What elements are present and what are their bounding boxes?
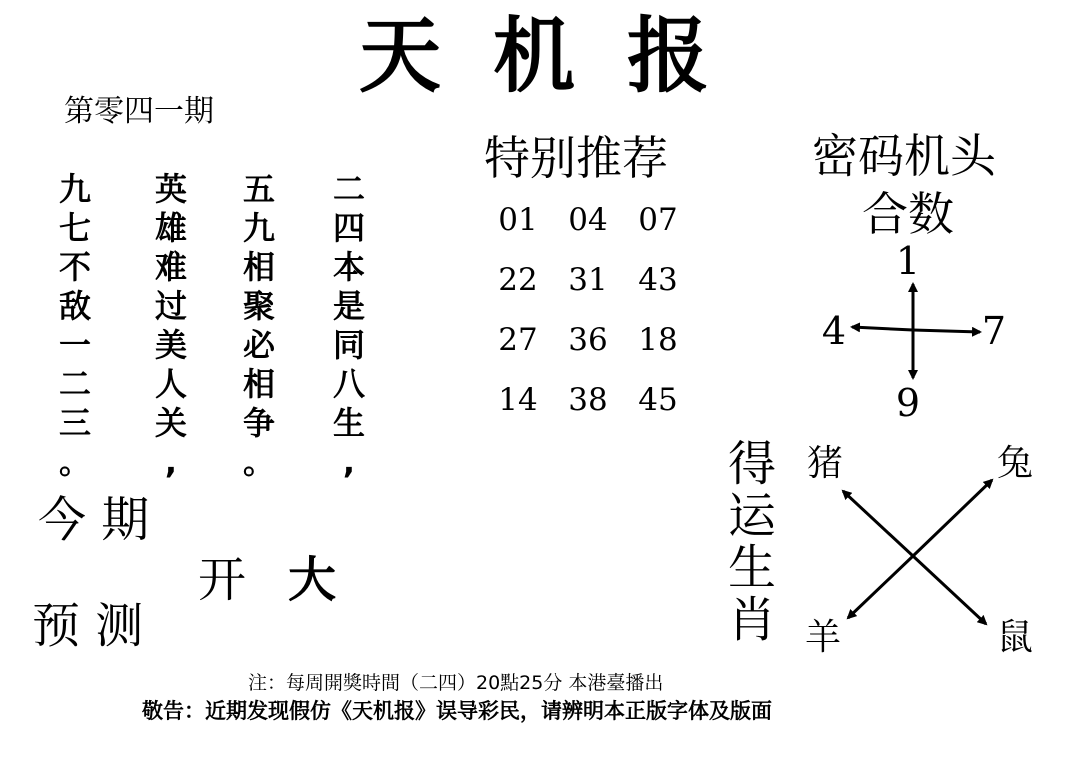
poem-char: 相 <box>242 365 275 403</box>
poem-char: 必 <box>242 326 275 364</box>
lucky-char: 运 <box>727 488 776 544</box>
poem-char: 九 <box>58 170 91 208</box>
lucky-char: 肖 <box>727 592 776 648</box>
special-number: 38 <box>568 382 608 418</box>
poem-char: 九 <box>242 209 275 247</box>
poem-char: 五 <box>242 170 275 208</box>
poem-char: 雄 <box>154 209 187 247</box>
poem-char: 关 <box>154 404 187 442</box>
zodiac-rat: 鼠 <box>996 617 1033 658</box>
poem-char: 本 <box>332 248 365 286</box>
poem-char: 七 <box>58 209 91 247</box>
special-number: 22 <box>498 262 538 298</box>
special-number: 31 <box>568 262 608 298</box>
poem-char: , <box>164 443 178 481</box>
poem-char: 二 <box>58 365 91 403</box>
poem-char: 一 <box>58 326 91 364</box>
special-number: 14 <box>498 382 538 418</box>
poem-char: 四 <box>332 209 365 247</box>
digit-bottom: 9 <box>895 381 921 425</box>
poem-char: 三 <box>58 404 91 442</box>
poem-char: 。 <box>242 443 275 481</box>
poem-char: 是 <box>332 287 365 325</box>
prediction-line-1: 今 期 <box>38 492 150 548</box>
special-number: 27 <box>498 322 538 358</box>
schedule-note: 注：每周開獎時間（二四）20點25分 本港臺播出 <box>248 672 664 694</box>
poem-char: 美 <box>154 326 187 364</box>
special-number: 01 <box>498 202 538 238</box>
zodiac-pig: 猪 <box>806 443 843 484</box>
sum-title: 合数 <box>862 187 954 241</box>
newspaper-title: 天机报 <box>358 9 761 104</box>
digit-left: 4 <box>821 309 847 353</box>
poem-char: 同 <box>332 326 365 364</box>
poem-char: 。 <box>58 443 91 481</box>
lucky-char: 生 <box>727 540 776 596</box>
poem-char: 难 <box>154 248 187 286</box>
special-number: 43 <box>638 262 678 298</box>
poem-char: 不 <box>58 248 91 286</box>
poem-char: 八 <box>332 365 365 403</box>
poem-char: 英 <box>154 170 187 208</box>
poem-char: 二 <box>332 170 365 208</box>
x-arrows-icon <box>843 480 992 624</box>
special-number: 36 <box>568 322 608 358</box>
special-number: 07 <box>638 202 678 238</box>
digit-top: 1 <box>895 239 921 283</box>
prediction-big: 大 <box>288 552 337 608</box>
digit-right: 7 <box>981 309 1007 353</box>
poem-char: 聚 <box>242 287 275 325</box>
special-number: 04 <box>568 202 608 238</box>
prediction-line-3: 预 测 <box>32 598 144 654</box>
poem-char: 过 <box>154 287 187 325</box>
poem-char: 生 <box>332 404 365 442</box>
password-title: 密码机头 <box>812 129 996 183</box>
special-title: 特别推荐 <box>484 131 668 185</box>
poem-char: , <box>342 443 356 481</box>
poem-char: 人 <box>154 365 187 403</box>
lucky-char: 得 <box>727 436 776 492</box>
warning-note: 敬告：近期发现假仿《天机报》误导彩民，请辨明本正版字体及版面 <box>142 699 772 723</box>
zodiac-rabbit: 兔 <box>996 443 1033 484</box>
cross-arrows-icon <box>852 284 980 378</box>
poem-char: 相 <box>242 248 275 286</box>
zodiac-goat: 羊 <box>804 617 841 658</box>
special-number: 45 <box>638 382 678 418</box>
poem-char: 争 <box>242 404 275 442</box>
issue-number: 第零四一期 <box>64 94 214 129</box>
prediction-open: 开 <box>198 552 247 608</box>
special-number: 18 <box>638 322 678 358</box>
poem-char: 敌 <box>58 287 91 325</box>
